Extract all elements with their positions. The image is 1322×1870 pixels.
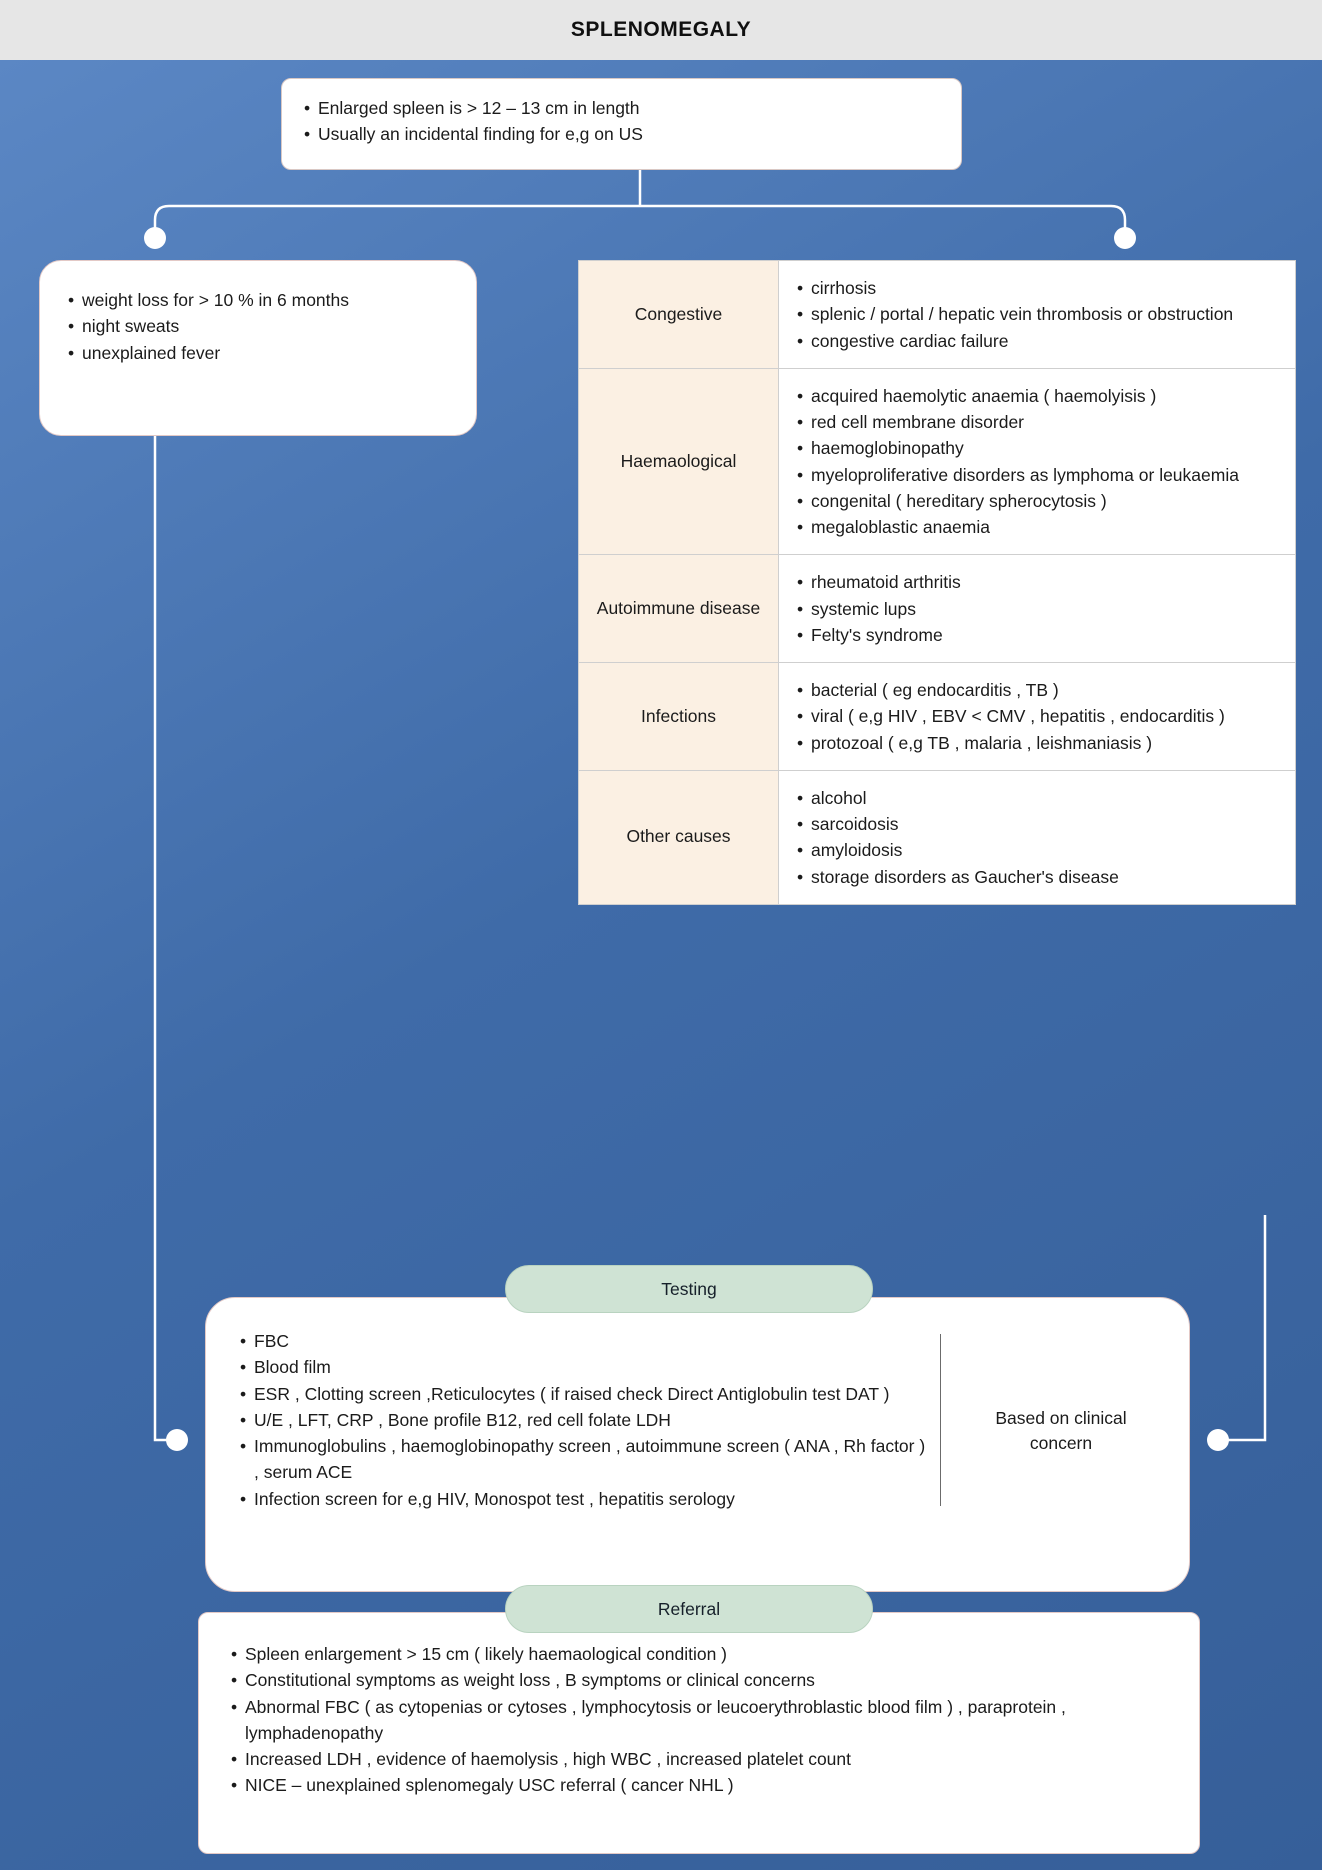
list-item: • congestive cardiac failure — [797, 328, 1279, 354]
table-row — [579, 555, 1296, 663]
referral-list — [231, 1641, 1167, 1799]
testing-pill-text: Testing — [661, 1278, 717, 1299]
testing-box — [205, 1297, 1190, 1592]
list-item: • Enlarged spleen is > 12 – 13 cm in length — [304, 95, 939, 121]
page-title: SPLENOMEGALY — [570, 18, 752, 41]
list-item: • cirrhosis — [797, 275, 1279, 301]
connector-knob-right — [1114, 227, 1136, 249]
list-item: • Constitutional symptoms as weight loss , B symptoms or clinical concerns — [231, 1667, 1167, 1693]
definition-box — [281, 78, 962, 170]
list-item: • alcohol — [797, 785, 1279, 811]
red-flags-box — [39, 260, 477, 436]
list-item: • systemic lups — [797, 596, 1279, 622]
list-item: • Felty's syndrome — [797, 622, 1279, 648]
connector-knob-testing-right — [1207, 1429, 1229, 1451]
causes-items — [779, 368, 1296, 555]
list-item: • red cell membrane disorder — [797, 409, 1279, 435]
list-item: • ESR , Clotting screen ,Reticulocytes ( if raised check Direct Antiglobulin test DAT ) — [240, 1381, 930, 1407]
red-flags-list — [68, 287, 448, 366]
list-item: • weight loss for > 10 % in 6 months — [68, 287, 448, 313]
list-item: • Spleen enlargement > 15 cm ( likely haemaological condition ) — [231, 1641, 1167, 1667]
list-item: • megaloblastic anaemia — [797, 514, 1279, 540]
testing-note: Based on clinical concern — [995, 1408, 1127, 1454]
testing-pill-label — [505, 1265, 873, 1313]
list-item: • protozoal ( e,g TB , malaria , leishmaniasis ) — [797, 730, 1279, 756]
table-row — [579, 770, 1296, 904]
list-item: • NICE – unexplained splenomegaly USC referral ( cancer NHL ) — [231, 1772, 1167, 1798]
causes-items — [779, 770, 1296, 904]
causes-items — [779, 555, 1296, 663]
causes-category: Infections — [579, 663, 779, 771]
testing-list — [240, 1328, 930, 1512]
list-item: • congenital ( hereditary spherocytosis ) — [797, 488, 1279, 514]
list-item: • storage disorders as Gaucher's disease — [797, 864, 1279, 890]
connector-knob-left — [144, 227, 166, 249]
causes-category: Autoimmune disease — [579, 555, 779, 663]
list-item: • Immunoglobulins , haemoglobinopathy screen , autoimmune screen ( ANA , Rh factor ) , serum ACE — [240, 1433, 930, 1486]
causes-items — [779, 663, 1296, 771]
list-item: • rheumatoid arthritis — [797, 569, 1279, 595]
definition-list — [304, 95, 939, 148]
causes-items — [779, 261, 1296, 369]
table-row — [579, 663, 1296, 771]
referral-pill-text: Referral — [657, 1598, 721, 1619]
list-item: • myeloproliferative disorders as lymphoma or leukaemia — [797, 462, 1279, 488]
referral-pill-label — [505, 1585, 873, 1633]
list-item: • bacterial ( eg endocarditis , TB ) — [797, 677, 1279, 703]
list-item: • splenic / portal / hepatic vein thrombosis or obstruction — [797, 301, 1279, 327]
list-item: • Usually an incidental finding for e,g on US — [304, 121, 939, 147]
list-item: • FBC — [240, 1328, 930, 1354]
list-item: • unexplained fever — [68, 340, 448, 366]
list-item: • Abnormal FBC ( as cytopenias or cytoses , lymphocytosis or leucoerythroblastic blood film ) , paraprotein , lymphadenopathy — [231, 1694, 1167, 1747]
list-item: • Infection screen for e,g HIV, Monospot test , hepatitis serology — [240, 1486, 930, 1512]
list-item: • viral ( e,g HIV , EBV < CMV , hepatitis , endocarditis ) — [797, 703, 1279, 729]
list-item: • amyloidosis — [797, 837, 1279, 863]
list-item: • acquired haemolytic anaemia ( haemolyisis ) — [797, 383, 1279, 409]
diagram-canvas — [0, 60, 1322, 1870]
causes-table — [578, 260, 1296, 905]
list-item: • U/E , LFT, CRP , Bone profile B12, red cell folate LDH — [240, 1407, 930, 1433]
table-row — [579, 368, 1296, 555]
connector-knob-testing-left — [166, 1429, 188, 1451]
list-item: • sarcoidosis — [797, 811, 1279, 837]
testing-divider — [940, 1334, 941, 1506]
list-item: • night sweats — [68, 313, 448, 339]
table-row — [579, 261, 1296, 369]
causes-category: Other causes — [579, 770, 779, 904]
list-item: • Blood film — [240, 1354, 930, 1380]
referral-box — [198, 1612, 1200, 1854]
list-item: • haemoglobinopathy — [797, 435, 1279, 461]
list-item: • Increased LDH , evidence of haemolysis , high WBC , increased platelet count — [231, 1746, 1167, 1772]
causes-category: Haemaological — [579, 368, 779, 555]
page-header — [0, 0, 1322, 60]
causes-category: Congestive — [579, 261, 779, 369]
